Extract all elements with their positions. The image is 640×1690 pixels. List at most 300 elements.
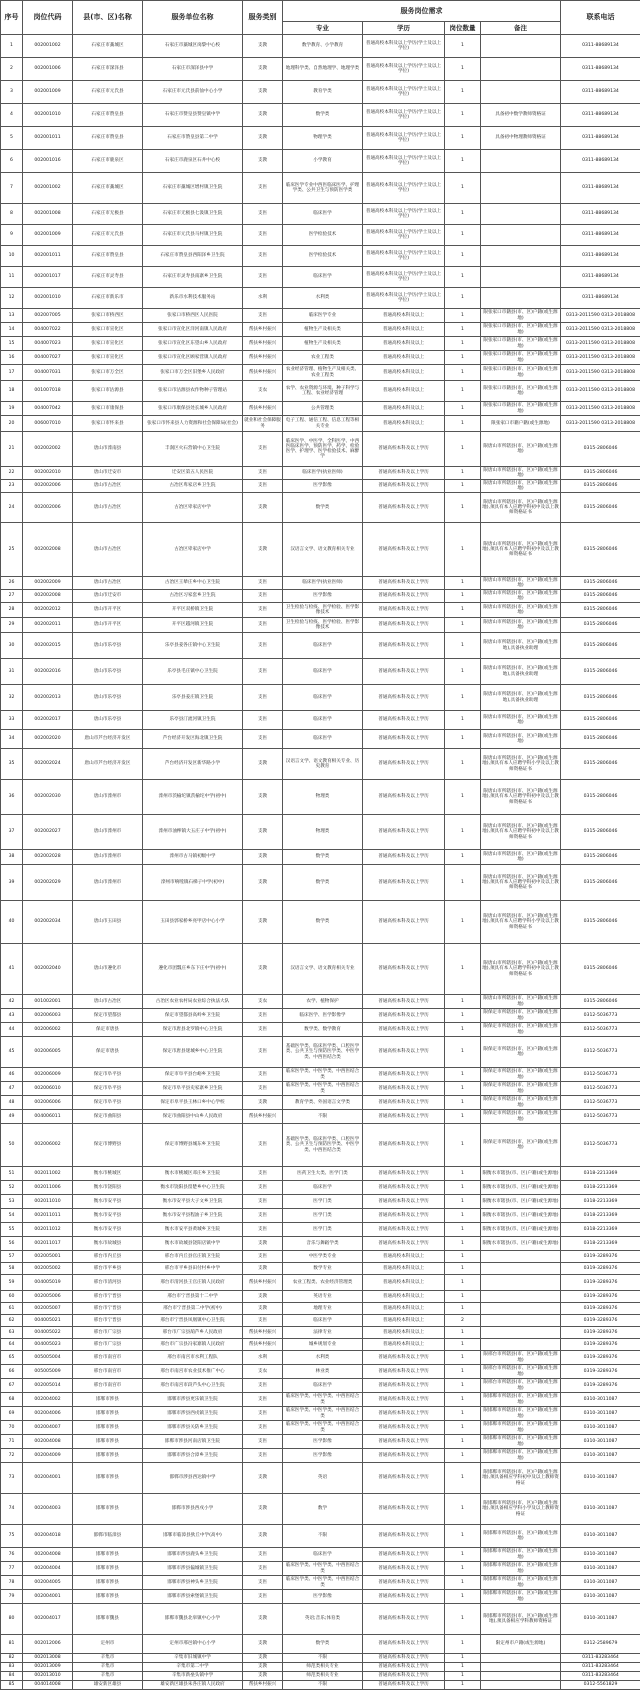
cell-edu: 普通高校本科及以上学历 [363,1379,445,1393]
cell-edu: 普通高校本科及以上学历(学士及以上学位) [363,225,445,246]
cell-remark [481,1672,561,1681]
cell-remark: 限唐山市所辖县(市、区)户籍(或生源地),具备执业助理 [481,633,561,659]
cell-seq: 41 [1,944,23,995]
cell-unit: 邢台市内丘县官庄镇卫生院 [143,1251,243,1263]
cell-count: 1 [445,1635,481,1654]
cell-major: 农业经济管理、植物生产及相关类、农业工程类 [283,365,363,381]
cell-county: 唐山市古冶区 [73,493,143,523]
cell-phone: 0310-3011087 [561,1393,640,1407]
cell-seq: 33 [1,711,23,730]
cell-code: 002006003 [23,1009,73,1023]
cell-code: 002012006 [23,1635,73,1654]
cell-count: 1 [445,1339,481,1351]
cell-count: 1 [445,337,481,351]
cell-remark: 限唐山市所辖县(市、区)户籍(或生源地),须具有本人应聘学科初中及以上教师资格证书 [481,523,561,577]
cell-seq: 29 [1,618,23,633]
cell-phone: 0312-5561829 [561,1681,640,1690]
cell-major: 数学类 [283,850,363,865]
header-phone: 联系电话 [561,1,640,35]
cell-county: 唐山市乐亭县 [73,633,143,659]
cell-major: 临床医学(执业医师) [283,467,363,480]
table-row [1,1654,640,1663]
cell-major: 医学影像 [283,590,363,603]
cell-phone: 0315-2806046 [561,493,640,523]
cell-remark: 限衡水市辖县(市、区)户籍(或生源地) [481,1181,561,1195]
cell-county: 石家庄市赞皇县 [73,246,143,267]
cell-phone: 0319-3289376 [561,1339,640,1351]
table-row [1,815,640,850]
cell-code: 002002027 [23,815,73,850]
cell-remark: 限邯郸市所辖县(市、区)户籍(或生源地) [481,1421,561,1435]
cell-code: 002011011 [23,1209,73,1223]
table-row [1,351,640,365]
cell-unit: 邯郸市涉县西达镇中学 [143,1463,243,1494]
cell-remark [481,246,561,267]
cell-edu: 普通高校本科及以上 [363,1291,445,1303]
cell-unit: 滦州市古马镇初级中学 [143,850,243,865]
cell-edu: 普通高校本科及以上学历 [363,901,445,944]
cell-seq: 4 [1,104,23,127]
cell-phone: 0318-2213369 [561,1181,640,1195]
cell-count: 1 [445,815,481,850]
table-row [1,1068,640,1082]
cell-edu: 普通高校本科及以上学历 [363,1590,445,1604]
cell-category: 帮扶乡村振兴 [243,1681,283,1690]
cell-remark [481,1654,561,1663]
cell-remark: 限保定市所辖县(市、区)户籍(或生源地) [481,1009,561,1023]
cell-category: 支医 [243,1195,283,1209]
cell-seq: 22 [1,467,23,480]
cell-major: 临床医学 [283,1181,363,1195]
cell-major: 物理类 [283,815,363,850]
cell-code: 002001011 [23,246,73,267]
cell-remark [481,225,561,246]
cell-category: 支医 [243,659,283,685]
cell-unit: 邯郸市临漳县狄丘中学(高中) [143,1525,243,1548]
table-row [1,865,640,901]
cell-county: 邯郸市临漳县 [73,1525,143,1548]
cell-seq: 16 [1,351,23,365]
cell-phone: 0310-3011087 [561,1604,640,1635]
cell-count: 1 [445,1068,481,1082]
cell-edu: 普通高校本科及以上学历 [363,1110,445,1124]
cell-major: 农业工程类 [283,351,363,365]
cell-remark: 限唐山市所辖县(市、区)户籍(或生源地) [481,577,561,590]
cell-remark: 限唐山市所辖县(市、区)户籍(或生源地),须具有本人应聘学科初中及以上教师资格证书 [481,780,561,815]
cell-major: 英语 [283,1463,363,1494]
cell-edu: 普通高校本科及以上学历 [363,1009,445,1023]
cell-count: 1 [445,1449,481,1463]
cell-seq: 2 [1,58,23,81]
cell-count: 1 [445,1562,481,1576]
cell-edu: 普通高校本科及以上学历 [363,590,445,603]
cell-code: 004005023 [23,1339,73,1351]
cell-category: 支农 [243,381,283,402]
table-row [1,523,640,577]
cell-county: 唐山市古冶区 [73,577,143,590]
cell-category: 帮扶乡村振兴 [243,1327,283,1339]
cell-count: 1 [445,1327,481,1339]
cell-edu: 普通高校本科及以上学历 [363,1463,445,1494]
cell-unit: 邯郸市涉县神头乡卫生院 [143,1576,243,1590]
cell-category: 支教 [243,1291,283,1303]
cell-phone: 0318-2213369 [561,1223,640,1237]
cell-code: 002002006 [23,493,73,523]
cell-county: 唐山市乐亭县 [73,659,143,685]
table-row [1,127,640,150]
cell-category: 支教 [243,1525,283,1548]
cell-county: 邯郸市涉县 [73,1576,143,1590]
cell-phone: 0311-88689134 [561,127,640,150]
cell-seq: 5 [1,127,23,150]
cell-unit: 保定市唐县迷城乡中心卫生院 [143,1037,243,1068]
cell-phone: 0315-2806046 [561,730,640,749]
cell-category: 支医 [243,1576,283,1590]
cell-unit: 新乐市水利技术服务站 [143,288,243,309]
cell-unit: 邯郸市涉县鹿头乡卫生院 [143,1548,243,1562]
cell-seq: 64 [1,1339,23,1351]
cell-count: 1 [445,1124,481,1167]
cell-count: 1 [445,577,481,590]
cell-remark: 限唐山市所辖县(市、区)户籍(或生源地) [481,603,561,618]
cell-count: 1 [445,711,481,730]
table-row [1,577,640,590]
cell-major: 临床医学 [283,659,363,685]
cell-phone: 0310-3011087 [561,1463,640,1494]
cell-count: 1 [445,1009,481,1023]
cell-edu: 普通高校本科及以上学历 [363,1037,445,1068]
cell-seq: 32 [1,685,23,711]
cell-edu: 普通高校本科及以上学历 [363,1082,445,1096]
cell-major: 不限 [283,1110,363,1124]
cell-remark: 限保定市所辖县(市、区)户籍(或生源地) [481,1082,561,1096]
cell-phone: 0315-2806046 [561,711,640,730]
cell-category: 支医 [243,267,283,288]
cell-unit: 邢台市宁晋县第二中学(初中) [143,1303,243,1315]
cell-count: 1 [445,1663,481,1672]
cell-count: 1 [445,1365,481,1379]
cell-code: 001007018 [23,381,73,402]
cell-phone: 0312-2589679 [561,1635,640,1654]
cell-edu: 普通高校本科及以上学历 [363,467,445,480]
cell-seq: 77 [1,1562,23,1576]
cell-phone: 0310-3011087 [561,1449,640,1463]
cell-category: 支教 [243,104,283,127]
cell-count: 1 [445,1209,481,1223]
cell-remark: 限唐山市所辖县(市、区)户籍(或生源地) [481,480,561,493]
cell-unit: 邯郸市涉县河南店镇卫生院 [143,1435,243,1449]
cell-county: 石家庄市无极县 [73,204,143,225]
table-row [1,1315,640,1327]
cell-major: 林业类 [283,1365,363,1379]
cell-code: 005005004 [23,1351,73,1365]
table-row [1,1237,640,1251]
cell-count: 1 [445,633,481,659]
cell-unit: 古冶区卑家店中学 [143,493,243,523]
cell-edu: 普通高校本科及以上 [363,309,445,323]
cell-category: 支教 [243,850,283,865]
cell-phone: 0310-3011087 [561,1576,640,1590]
cell-count: 1 [445,749,481,780]
cell-phone: 0315-2806046 [561,523,640,577]
cell-code: 005005009 [23,1365,73,1379]
cell-major: 医学检验技术 [283,225,363,246]
cell-remark: 限唐山市所辖县(市、区)户籍(或生源地),具备执业助理 [481,685,561,711]
cell-unit: 辛集市第二中学 [143,1663,243,1672]
cell-category: 支医 [243,246,283,267]
table-row [1,1604,640,1635]
cell-county: 邯郸市涉县 [73,1548,143,1562]
cell-edu: 普通高校本科及以上学历(学士及以上学位) [363,150,445,173]
cell-major: 师范类相关专业 [283,1663,363,1672]
cell-edu: 普通高校本科及以上学历 [363,1421,445,1435]
header-unit: 服务单位名称 [143,1,243,35]
cell-phone: 0315-2806046 [561,685,640,711]
cell-county: 唐山市乐亭县 [73,685,143,711]
table-row [1,1181,640,1195]
cell-phone: 0319-3289376 [561,1251,640,1263]
cell-category: 支医 [243,1023,283,1037]
cell-remark [481,1303,561,1315]
cell-remark: 限唐山市所辖县(市、区)户籍(或生源地) [481,711,561,730]
cell-category: 支医 [243,1181,283,1195]
cell-edu: 普通高校本科及以上学历 [363,780,445,815]
cell-code: 002004001 [23,1590,73,1604]
cell-category: 支教 [243,1303,283,1315]
cell-remark: 限邯郸市所辖县(市、区)户籍(或生源地) [481,1407,561,1421]
cell-edu: 普通高校本科及以上学历 [363,1562,445,1576]
cell-unit: 邯郸市涉县更乐镇卫生院 [143,1393,243,1407]
cell-major: 农业工程类、农业经济管理类 [283,1275,363,1291]
cell-seq: 50 [1,1124,23,1167]
cell-unit: 张家口市万全区旧堡乡人民政府 [143,365,243,381]
cell-county: 唐山市滦州市 [73,780,143,815]
table-row [1,1681,640,1690]
cell-category: 帮扶乡村振兴 [243,1339,283,1351]
cell-unit: 开平区双桥镇卫生院 [143,603,243,618]
cell-code: 002004009 [23,1449,73,1463]
cell-unit: 迁安区第五人民医院 [143,467,243,480]
cell-major: 医学影像 [283,1449,363,1463]
cell-county: 邯郸市魏县 [73,1604,143,1635]
cell-count: 1 [445,780,481,815]
cell-remark: 限张家口市籍县(市、区)户籍(或生源地) [481,351,561,365]
cell-phone: 0315-2806046 [561,618,640,633]
cell-major: 数学类 [283,865,363,901]
cell-category: 支医 [243,1209,283,1223]
cell-code: 002002015 [23,633,73,659]
cell-code: 002001002 [23,173,73,204]
cell-remark: 限唐山市所辖县(市、区)户籍(或生源地),须具有本人应聘学科初中及以上教师资格证书 [481,815,561,850]
cell-major: 汉语言文学、语文教育相关专业 [283,523,363,577]
cell-phone: 0311-88689134 [561,267,640,288]
cell-unit: 开平区越河镇卫生院 [143,618,243,633]
table-row [1,432,640,467]
cell-code: 002011010 [23,1195,73,1209]
cell-edu: 普通高校本科及以上学历 [363,1604,445,1635]
cell-major: 数学类 [283,493,363,523]
cell-phone: 0310-3011087 [561,1435,640,1449]
cell-major: 卫生检验与检疫、医学检验、医学影像技术 [283,603,363,618]
cell-remark [481,173,561,204]
cell-phone: 0319-3289376 [561,1275,640,1291]
cell-code: 002006006 [23,1096,73,1110]
table-row [1,780,640,815]
cell-count: 1 [445,1548,481,1562]
cell-remark: 限邯郸市所辖县(市、区)户籍(或生源地),须具备相应学科初中及以上教师资格证 [481,1463,561,1494]
cell-count: 1 [445,150,481,173]
cell-major: 临床医学 [283,685,363,711]
cell-category: 帮扶乡村振兴 [243,337,283,351]
cell-major: 教育学类 [283,81,363,104]
cell-remark [481,1263,561,1275]
cell-county: 雄安新区雄县 [73,1681,143,1690]
cell-category: 支教 [243,1663,283,1672]
cell-phone: 0311-88689134 [561,204,640,225]
cell-count: 1 [445,1037,481,1068]
cell-seq: 59 [1,1275,23,1291]
cell-edu: 普通高校本科及以上学历(学士及以上学位) [363,267,445,288]
cell-unit: 衡水市故城县饶阳店镇中学 [143,1237,243,1251]
cell-count: 1 [445,523,481,577]
cell-edu: 普通高校本科及以上 [363,323,445,337]
cell-code: 002011012 [23,1223,73,1237]
cell-code: 002002008 [23,590,73,603]
cell-unit: 邯郸市涉县西戌小学 [143,1494,243,1525]
cell-remark: 限邯郸市所辖县(市、区)户籍(或生源地) [481,1525,561,1548]
cell-major: 不限 [283,1681,363,1690]
cell-edu: 普通高校本科及以上 [363,1263,445,1275]
cell-phone: 0315-2806046 [561,590,640,603]
cell-seq: 80 [1,1604,23,1635]
cell-major: 数学类、数学教育 [283,1023,363,1037]
cell-unit: 张家口市沽源县农作物种子管理站 [143,381,243,402]
cell-category: 支教 [243,58,283,81]
cell-code: 002004008 [23,1548,73,1562]
cell-category: 支教 [243,523,283,577]
cell-remark: 具备初中数学教师资格证 [481,104,561,127]
cell-code: 004005022 [23,1327,73,1339]
cell-phone: 0310-3011087 [561,1421,640,1435]
cell-seq: 38 [1,850,23,865]
cell-county: 唐山市古冶区 [73,480,143,493]
cell-major: 数学类 [283,901,363,944]
table-header [1,1,640,35]
cell-seq: 14 [1,323,23,337]
cell-remark: 限衡水市辖县(市、区)户籍(或生源地) [481,1223,561,1237]
cell-unit: 保定市阜平县史家寨乡卫生院 [143,1082,243,1096]
cell-major: 临床医学 [283,1548,363,1562]
cell-seq: 51 [1,1167,23,1181]
table-row [1,1223,640,1237]
cell-remark [481,288,561,309]
cell-county: 张家口市桥西区 [73,309,143,323]
cell-edu: 普通高校本科及以上学历 [363,1654,445,1663]
cell-category: 帮扶乡村振兴 [243,1110,283,1124]
cell-seq: 68 [1,1393,23,1407]
cell-county: 石家庄市藁城区 [73,173,143,204]
cell-seq: 78 [1,1576,23,1590]
cell-seq: 79 [1,1590,23,1604]
cell-code: 002013010 [23,1672,73,1681]
cell-seq: 52 [1,1181,23,1195]
cell-seq: 18 [1,381,23,402]
cell-unit: 石家庄市鹿泉区石井中心校 [143,150,243,173]
cell-remark: 限张家口市籍县(市、区)户籍(或生源地) [481,381,561,402]
cell-major: 公共管理类 [283,402,363,416]
cell-category: 支医 [243,204,283,225]
cell-major: 临床医学(执业医师) [283,577,363,590]
cell-remark: 限唐山市所辖县(市、区)户籍(或生源地) [481,432,561,467]
cell-unit: 石家庄市元氏县前仙中心小学 [143,81,243,104]
cell-phone: 0310-3011087 [561,1590,640,1604]
cell-county: 唐山市迁安市 [73,590,143,603]
cell-edu: 普通高校本科及以上 [363,1303,445,1315]
cell-phone: 0311-83283464 [561,1654,640,1663]
table-row [1,1209,640,1223]
cell-county: 唐山市乐亭县 [73,711,143,730]
cell-edu: 普通高校本科及以上学历 [363,850,445,865]
cell-county: 张家口市宣化区 [73,351,143,365]
cell-major: 城乡规划专业 [283,1339,363,1351]
cell-category: 支医 [243,1167,283,1181]
cell-count: 1 [445,173,481,204]
cell-code: 002001002 [23,35,73,58]
cell-county: 邯郸市涉县 [73,1463,143,1494]
header-edu: 学历 [363,22,445,35]
cell-county: 衡水市故城县 [73,1237,143,1251]
cell-phone: 0312-5036773 [561,1124,640,1167]
table-row [1,995,640,1009]
cell-category: 水利 [243,288,283,309]
cell-edu: 普通高校本科及以上学历 [363,523,445,577]
cell-unit: 衡水市桃城区邓庄乡卫生院 [143,1167,243,1181]
cell-major: 师范类相关专业 [283,1672,363,1681]
cell-count: 1 [445,323,481,337]
cell-major: 数学类 [283,104,363,127]
table-row [1,1548,640,1562]
cell-edu: 普通高校本科及以上学历(学士及以上学位) [363,246,445,267]
cell-edu: 普通高校本科及以上学历 [363,1672,445,1681]
cell-unit: 石家庄市无极县七汲镇卫生院 [143,204,243,225]
cell-phone: 0315-2806046 [561,633,640,659]
cell-seq: 17 [1,365,23,381]
cell-seq: 15 [1,337,23,351]
cell-phone: 0319-3289376 [561,1291,640,1303]
cell-seq: 12 [1,288,23,309]
cell-phone: 0319-3289376 [561,1351,640,1365]
table-row [1,204,640,225]
table-row [1,493,640,523]
cell-remark [481,1663,561,1672]
cell-code: 002004018 [23,1525,73,1548]
cell-county: 唐山市遵化市 [73,944,143,995]
cell-category: 支医 [243,225,283,246]
cell-seq: 1 [1,35,23,58]
cell-county: 邢台市广宗县 [73,1327,143,1339]
cell-unit: 邢台市南宫市段芦头中心卫生院 [143,1379,243,1393]
table-row [1,267,640,288]
cell-code: 002011006 [23,1181,73,1195]
cell-major: 临床医学 [283,1315,363,1327]
cell-count: 1 [445,1237,481,1251]
cell-phone: 0311-88689134 [561,288,640,309]
cell-count: 1 [445,685,481,711]
cell-code: 002002013 [23,685,73,711]
table-row [1,1110,640,1124]
cell-count: 1 [445,1303,481,1315]
cell-edu: 普通高校本科及以上学历 [363,1435,445,1449]
